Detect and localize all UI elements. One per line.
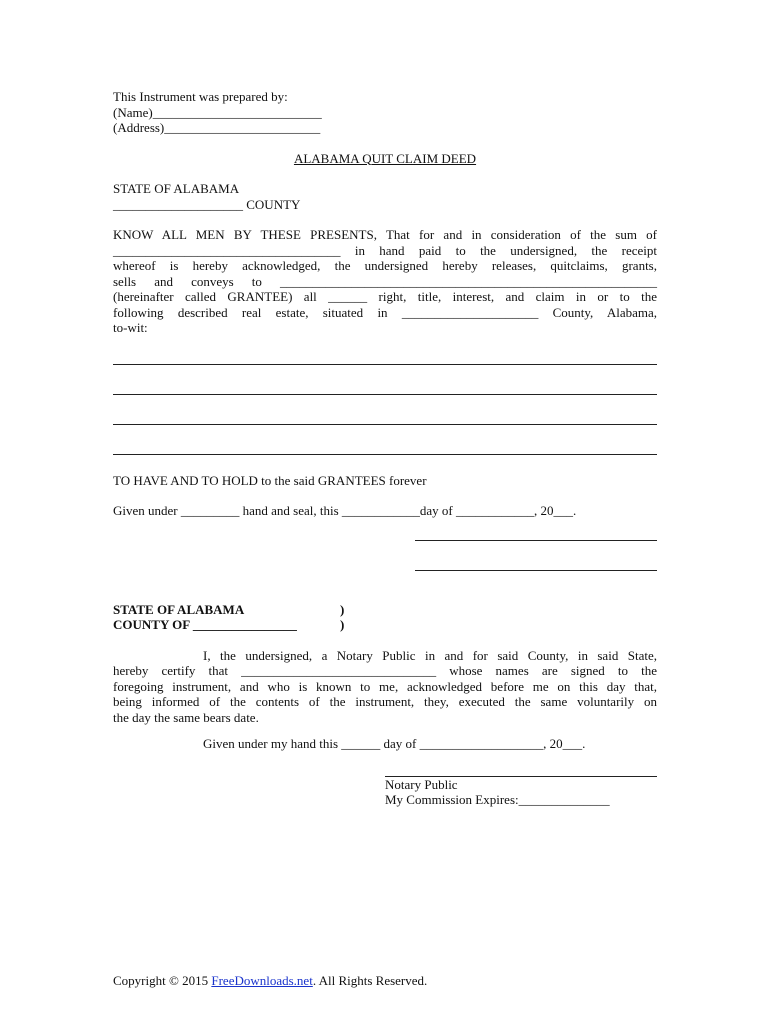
conveyance-line-6: following described real estate, situated in _____________________ County, Alabama, — [113, 304, 657, 320]
notary-given-clause: Given under my hand this ______ day of ___________________, 20___. — [203, 736, 586, 751]
commission-expires-label: My Commission Expires:______________ — [385, 792, 610, 807]
notary-state-label: STATE OF ALABAMA — [113, 601, 245, 617]
conveyance-line-1: KNOW ALL MEN BY THESE PRESENTS, That for and in consideration of the sum of — [113, 227, 657, 242]
notary-venue — [113, 602, 657, 633]
document-body — [113, 89, 657, 808]
notary-cert-line-5: the day the same bears date. — [113, 709, 259, 725]
conveyance-line-4: sells and conveys to __________________________________________________________ — [113, 273, 657, 289]
copyright-footer — [113, 973, 427, 989]
preparer-name-line: (Name)__________________________ — [113, 104, 322, 120]
county-line: ____________________ COUNTY — [113, 196, 301, 212]
preparer-address-line: (Address)________________________ — [113, 120, 321, 135]
notary-public-label: Notary Public — [385, 776, 458, 792]
notary-cert-line-3: foregoing instrument, and who is known to me, acknowledged before me on this day that, — [113, 678, 657, 694]
copyright-prefix: Copyright © 2015 — [113, 973, 212, 988]
notary-certificate — [113, 648, 657, 726]
conveyance-line-3: whereof is hereby acknowledged, the undersigned hereby releases, quitclaims, grants, — [113, 258, 657, 273]
conveyance-line-2: ___________________________________ in hand paid to the undersigned, the receipt — [113, 242, 657, 258]
notary-cert-line-4: being informed of the contents of the instrument, they, executed the same voluntarily on — [113, 694, 657, 709]
venue-paren-2: ) — [340, 617, 345, 632]
notary-cert-line-1: I, the undersigned, a Notary Public in and for said County, in said State, — [203, 647, 657, 663]
venue-paren-1: ) — [340, 601, 345, 617]
document-title: ALABAMA QUIT CLAIM DEED — [293, 150, 477, 166]
conveyance-line-7: to-wit: — [113, 320, 148, 335]
conveyance-paragraph — [113, 227, 657, 336]
copyright-suffix: . All Rights Reserved. — [312, 973, 428, 988]
notary-cert-line-2: hereby certify that ______________________________ whose names are signed to the — [113, 663, 657, 678]
freedownloads-link[interactable]: FreeDownloads.net — [211, 973, 313, 988]
given-under-clause: Given under _________ hand and seal, this ____________day of ____________, 20___. — [113, 503, 577, 518]
habendum-clause: TO HAVE AND TO HOLD to the said GRANTEES forever — [113, 472, 427, 488]
conveyance-line-5: (hereinafter called GRANTEE) all ______ right, title, interest, and claim in or to the — [113, 289, 657, 304]
state-label: STATE OF ALABAMA — [113, 181, 240, 196]
prepared-by-label: This Instrument was prepared by: — [113, 89, 288, 104]
notary-county-label: COUNTY OF ________________ — [113, 617, 297, 632]
